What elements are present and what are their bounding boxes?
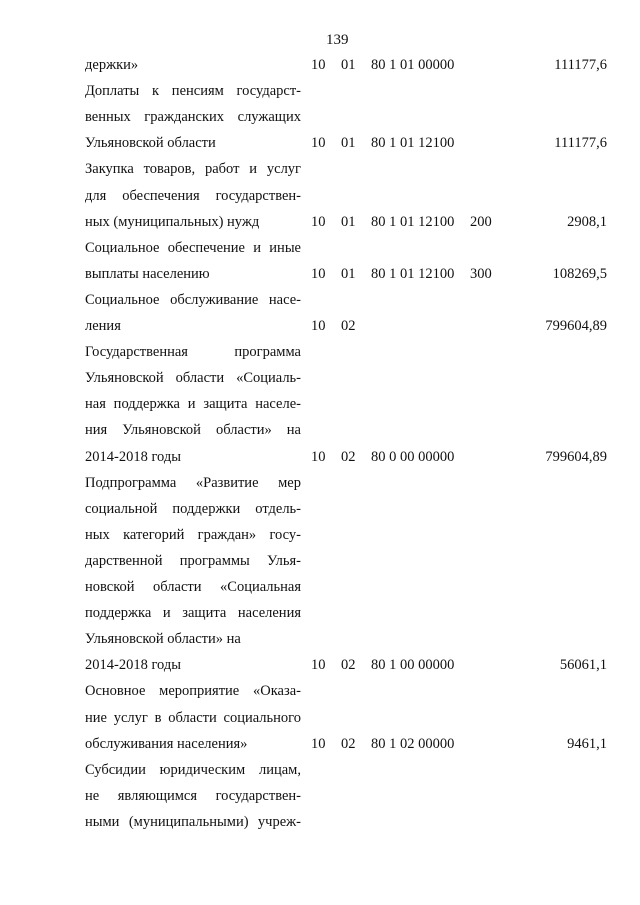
table-line bbox=[0, 238, 640, 258]
table-line bbox=[0, 186, 640, 206]
line-description: не являющимся государствен- bbox=[85, 787, 301, 804]
line-description: держки» bbox=[85, 57, 139, 73]
table-line bbox=[0, 133, 640, 153]
subsection-code: 02 bbox=[341, 448, 356, 465]
section-code: 10 bbox=[311, 657, 326, 674]
table-line bbox=[0, 473, 640, 493]
table-line bbox=[0, 342, 640, 362]
line-description: ных категорий граждан» госу- bbox=[85, 526, 301, 543]
table-line bbox=[0, 629, 640, 649]
line-description: дарственной программы Улья- bbox=[85, 552, 301, 569]
line-description: Подпрограмма «Развитие мер bbox=[85, 474, 301, 491]
line-description: Доплаты к пенсиям государст- bbox=[85, 83, 301, 100]
table-line bbox=[0, 264, 640, 284]
line-description: ных (муниципальных) нужд bbox=[85, 213, 260, 230]
expense-type-code: 200 bbox=[470, 213, 492, 230]
line-description: Ульяновской области» на bbox=[85, 631, 241, 648]
line-description: новской области «Социальная bbox=[85, 579, 301, 595]
table-line bbox=[0, 81, 640, 101]
line-description: ными (муниципальными) учреж- bbox=[85, 813, 301, 830]
line-description: для обеспечения государствен- bbox=[85, 187, 301, 204]
table-line bbox=[0, 812, 640, 832]
line-description: Субсидии юридическим лицам, bbox=[85, 761, 301, 778]
table-line bbox=[0, 525, 640, 545]
section-code: 10 bbox=[311, 135, 326, 152]
amount: 108269,5 bbox=[552, 265, 607, 282]
subsection-code: 02 bbox=[341, 657, 356, 674]
section-code: 10 bbox=[311, 57, 326, 73]
line-description: Закупка товаров, работ и услуг bbox=[85, 161, 301, 178]
table-line bbox=[0, 290, 640, 310]
line-description: Ульяновской области «Социаль- bbox=[85, 370, 301, 387]
section-code: 10 bbox=[311, 265, 326, 282]
table-line bbox=[0, 655, 640, 675]
line-description: выплаты населению bbox=[85, 265, 210, 282]
line-description: Социальное обслуживание насе- bbox=[85, 291, 301, 308]
target-article-code: 80 0 00 00000 bbox=[371, 448, 455, 465]
target-article-code: 80 1 01 12100 bbox=[371, 135, 455, 152]
section-code: 10 bbox=[311, 213, 326, 230]
subsection-code: 01 bbox=[341, 265, 356, 282]
line-description: социальной поддержки отдель- bbox=[85, 500, 301, 517]
table-line bbox=[0, 212, 640, 232]
table-line bbox=[0, 708, 640, 728]
table-line bbox=[0, 603, 640, 623]
line-description: Социальное обеспечение и иные bbox=[85, 239, 301, 256]
table-line bbox=[0, 55, 640, 75]
table-line bbox=[0, 368, 640, 388]
page-number: 139 bbox=[326, 32, 349, 48]
target-article-code: 80 1 00 00000 bbox=[371, 657, 455, 674]
amount: 9461,1 bbox=[567, 735, 607, 752]
expense-type-code: 300 bbox=[470, 265, 492, 282]
line-description: ления bbox=[85, 318, 121, 334]
subsection-code: 02 bbox=[341, 318, 356, 334]
line-description: поддержка и защита населения bbox=[85, 605, 301, 622]
line-description: Государственная программа bbox=[85, 344, 301, 361]
section-code: 10 bbox=[311, 735, 326, 752]
table-line bbox=[0, 447, 640, 467]
line-description: ния Ульяновской области» на bbox=[85, 422, 301, 439]
subsection-code: 01 bbox=[341, 57, 356, 73]
subsection-code: 01 bbox=[341, 135, 356, 152]
table-line bbox=[0, 760, 640, 780]
table-line bbox=[0, 681, 640, 701]
target-article-code: 80 1 02 00000 bbox=[371, 735, 455, 752]
line-description: 2014-2018 годы bbox=[85, 448, 181, 465]
amount: 56061,1 bbox=[559, 657, 607, 674]
line-description: 2014-2018 годы bbox=[85, 657, 181, 674]
table-line bbox=[0, 394, 640, 414]
table-line bbox=[0, 577, 640, 597]
amount: 2908,1 bbox=[567, 213, 607, 230]
section-code: 10 bbox=[311, 448, 326, 465]
amount: 799604,89 bbox=[545, 318, 607, 334]
target-article-code: 80 1 01 12100 bbox=[371, 265, 455, 282]
line-description: обслуживания населения» bbox=[85, 735, 248, 752]
line-description: венных гражданских служащих bbox=[85, 109, 301, 126]
target-article-code: 80 1 01 12100 bbox=[371, 213, 455, 230]
table-line bbox=[0, 734, 640, 754]
table-line bbox=[0, 316, 640, 336]
target-article-code: 80 1 01 00000 bbox=[371, 57, 455, 73]
table-line bbox=[0, 107, 640, 127]
line-description: Основное мероприятие «Оказа- bbox=[85, 683, 301, 700]
amount: 111177,6 bbox=[554, 135, 607, 152]
table-line bbox=[0, 420, 640, 440]
subsection-code: 02 bbox=[341, 735, 356, 752]
section-code: 10 bbox=[311, 318, 326, 334]
line-description: ние услуг в области социального bbox=[85, 709, 301, 726]
table-line bbox=[0, 499, 640, 519]
line-description: Ульяновской области bbox=[85, 135, 216, 152]
table-line bbox=[0, 159, 640, 179]
amount: 799604,89 bbox=[545, 448, 607, 465]
table-line bbox=[0, 786, 640, 806]
table-line bbox=[0, 551, 640, 571]
line-description: ная поддержка и защита населе- bbox=[85, 396, 301, 413]
subsection-code: 01 bbox=[341, 213, 356, 230]
amount: 111177,6 bbox=[554, 57, 607, 73]
